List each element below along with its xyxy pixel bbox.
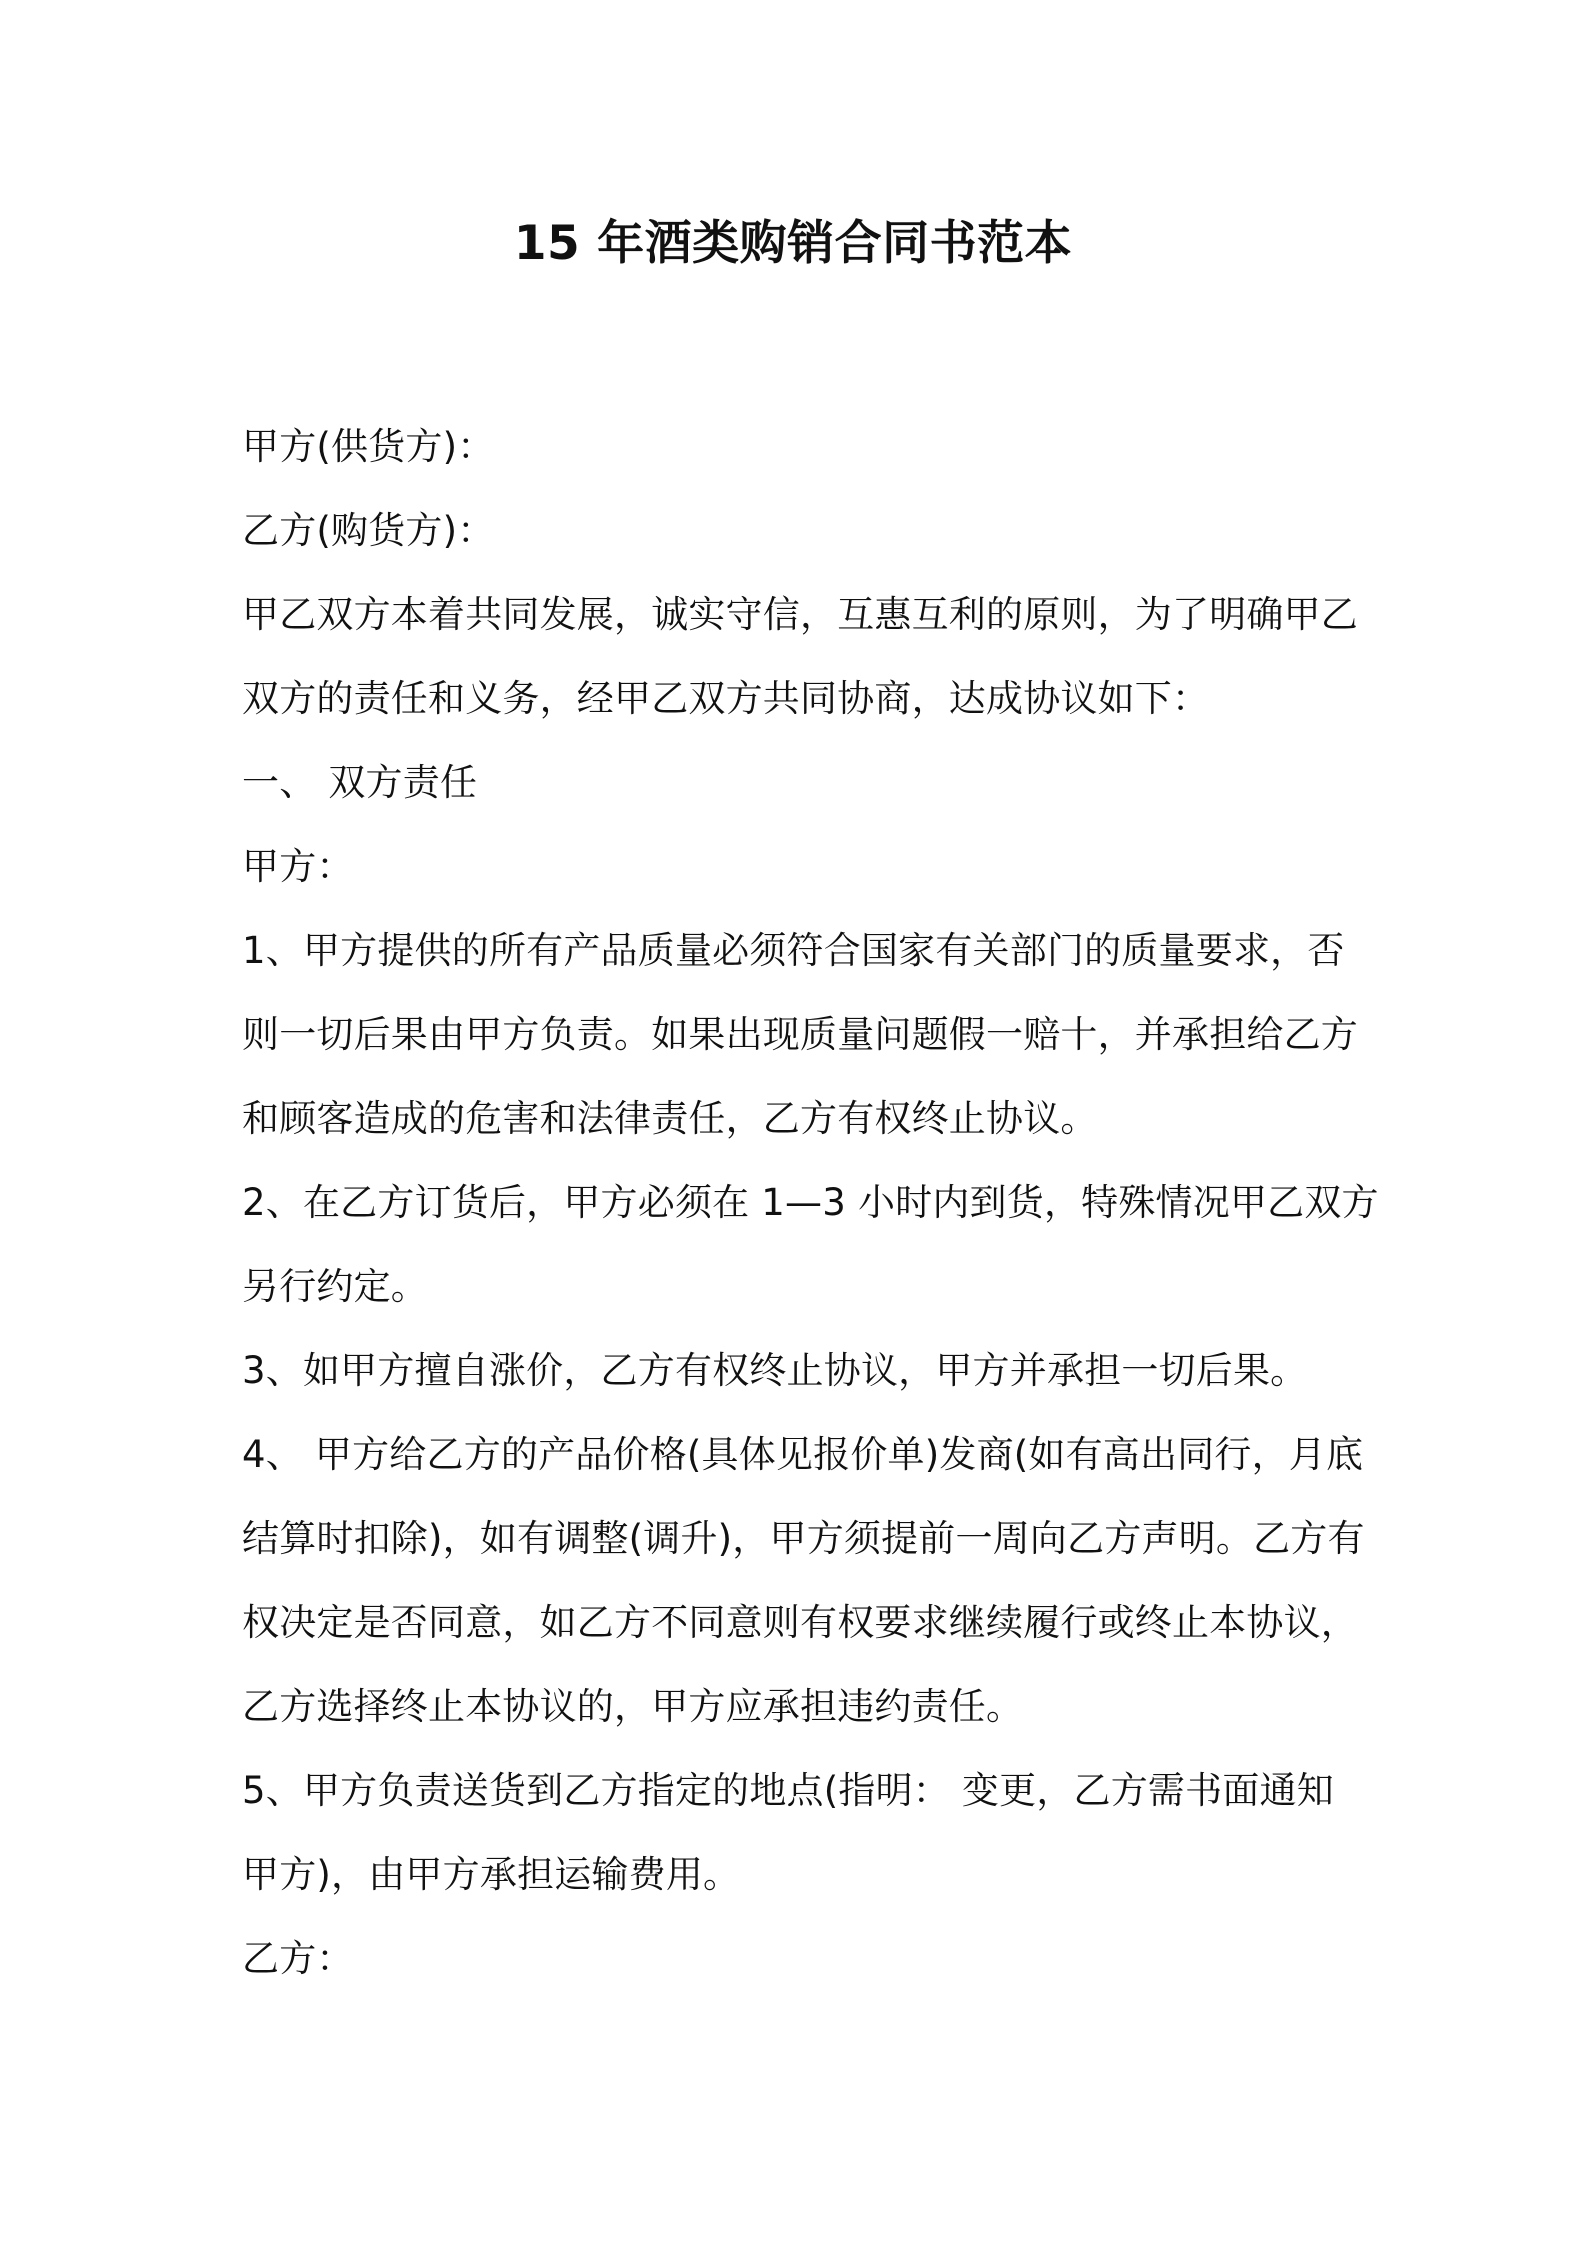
preamble-line-1: 甲乙双方本着共同发展，诚实守信，互惠互利的原则，为了明确甲乙 (242, 593, 1358, 636)
clause-5-line-2: 甲方)，由甲方承担运输费用。 (242, 1853, 741, 1896)
preamble-line-2: 双方的责任和义务，经甲乙双方共同协商，达成协议如下： (242, 677, 1210, 720)
section-heading-responsibilities: 一、 双方责任 (242, 761, 478, 804)
clause-3-line-1: 3、如甲方擅自涨价，乙方有权终止协议，甲方并承担一切后果。 (242, 1349, 1308, 1392)
document-title: 15 年酒类购销合同书范本 (513, 216, 1073, 271)
clause-4-line-1: 4、 甲方给乙方的产品价格(具体见报价单)发商(如有高出同行，月底 (242, 1433, 1364, 1476)
clause-2-line-2: 另行约定。 (242, 1265, 428, 1308)
clause-4-line-2: 结算时扣除)，如有调整(调升)，甲方须提前一周向乙方声明。乙方有 (242, 1517, 1365, 1560)
party-a-line: 甲方(供货方)： (242, 425, 495, 468)
clause-2-line-1: 2、在乙方订货后，甲方必须在 1—3 小时内到货，特殊情况甲乙双方 (242, 1181, 1379, 1224)
clause-1-line-3: 和顾客造成的危害和法律责任，乙方有权终止协议。 (242, 1097, 1098, 1140)
party-a-heading: 甲方： (242, 845, 354, 888)
document-body (242, 405, 1379, 2001)
party-b-line: 乙方(购货方)： (242, 509, 495, 552)
clause-1-line-1: 1、甲方提供的所有产品质量必须符合国家有关部门的质量要求，否 (242, 929, 1345, 972)
clause-5-line-1: 5、甲方负责送货到乙方指定的地点(指明： 变更，乙方需书面通知 (242, 1769, 1334, 1812)
clause-4-line-4: 乙方选择终止本协议的，甲方应承担违约责任。 (242, 1685, 1024, 1728)
clause-4-line-3: 权决定是否同意，如乙方不同意则有权要求继续履行或终止本协议， (242, 1601, 1358, 1644)
clause-1-line-2: 则一切后果由甲方负责。如果出现质量问题假一赔十，并承担给乙方 (242, 1013, 1358, 1056)
party-b-heading: 乙方： (242, 1937, 354, 1980)
